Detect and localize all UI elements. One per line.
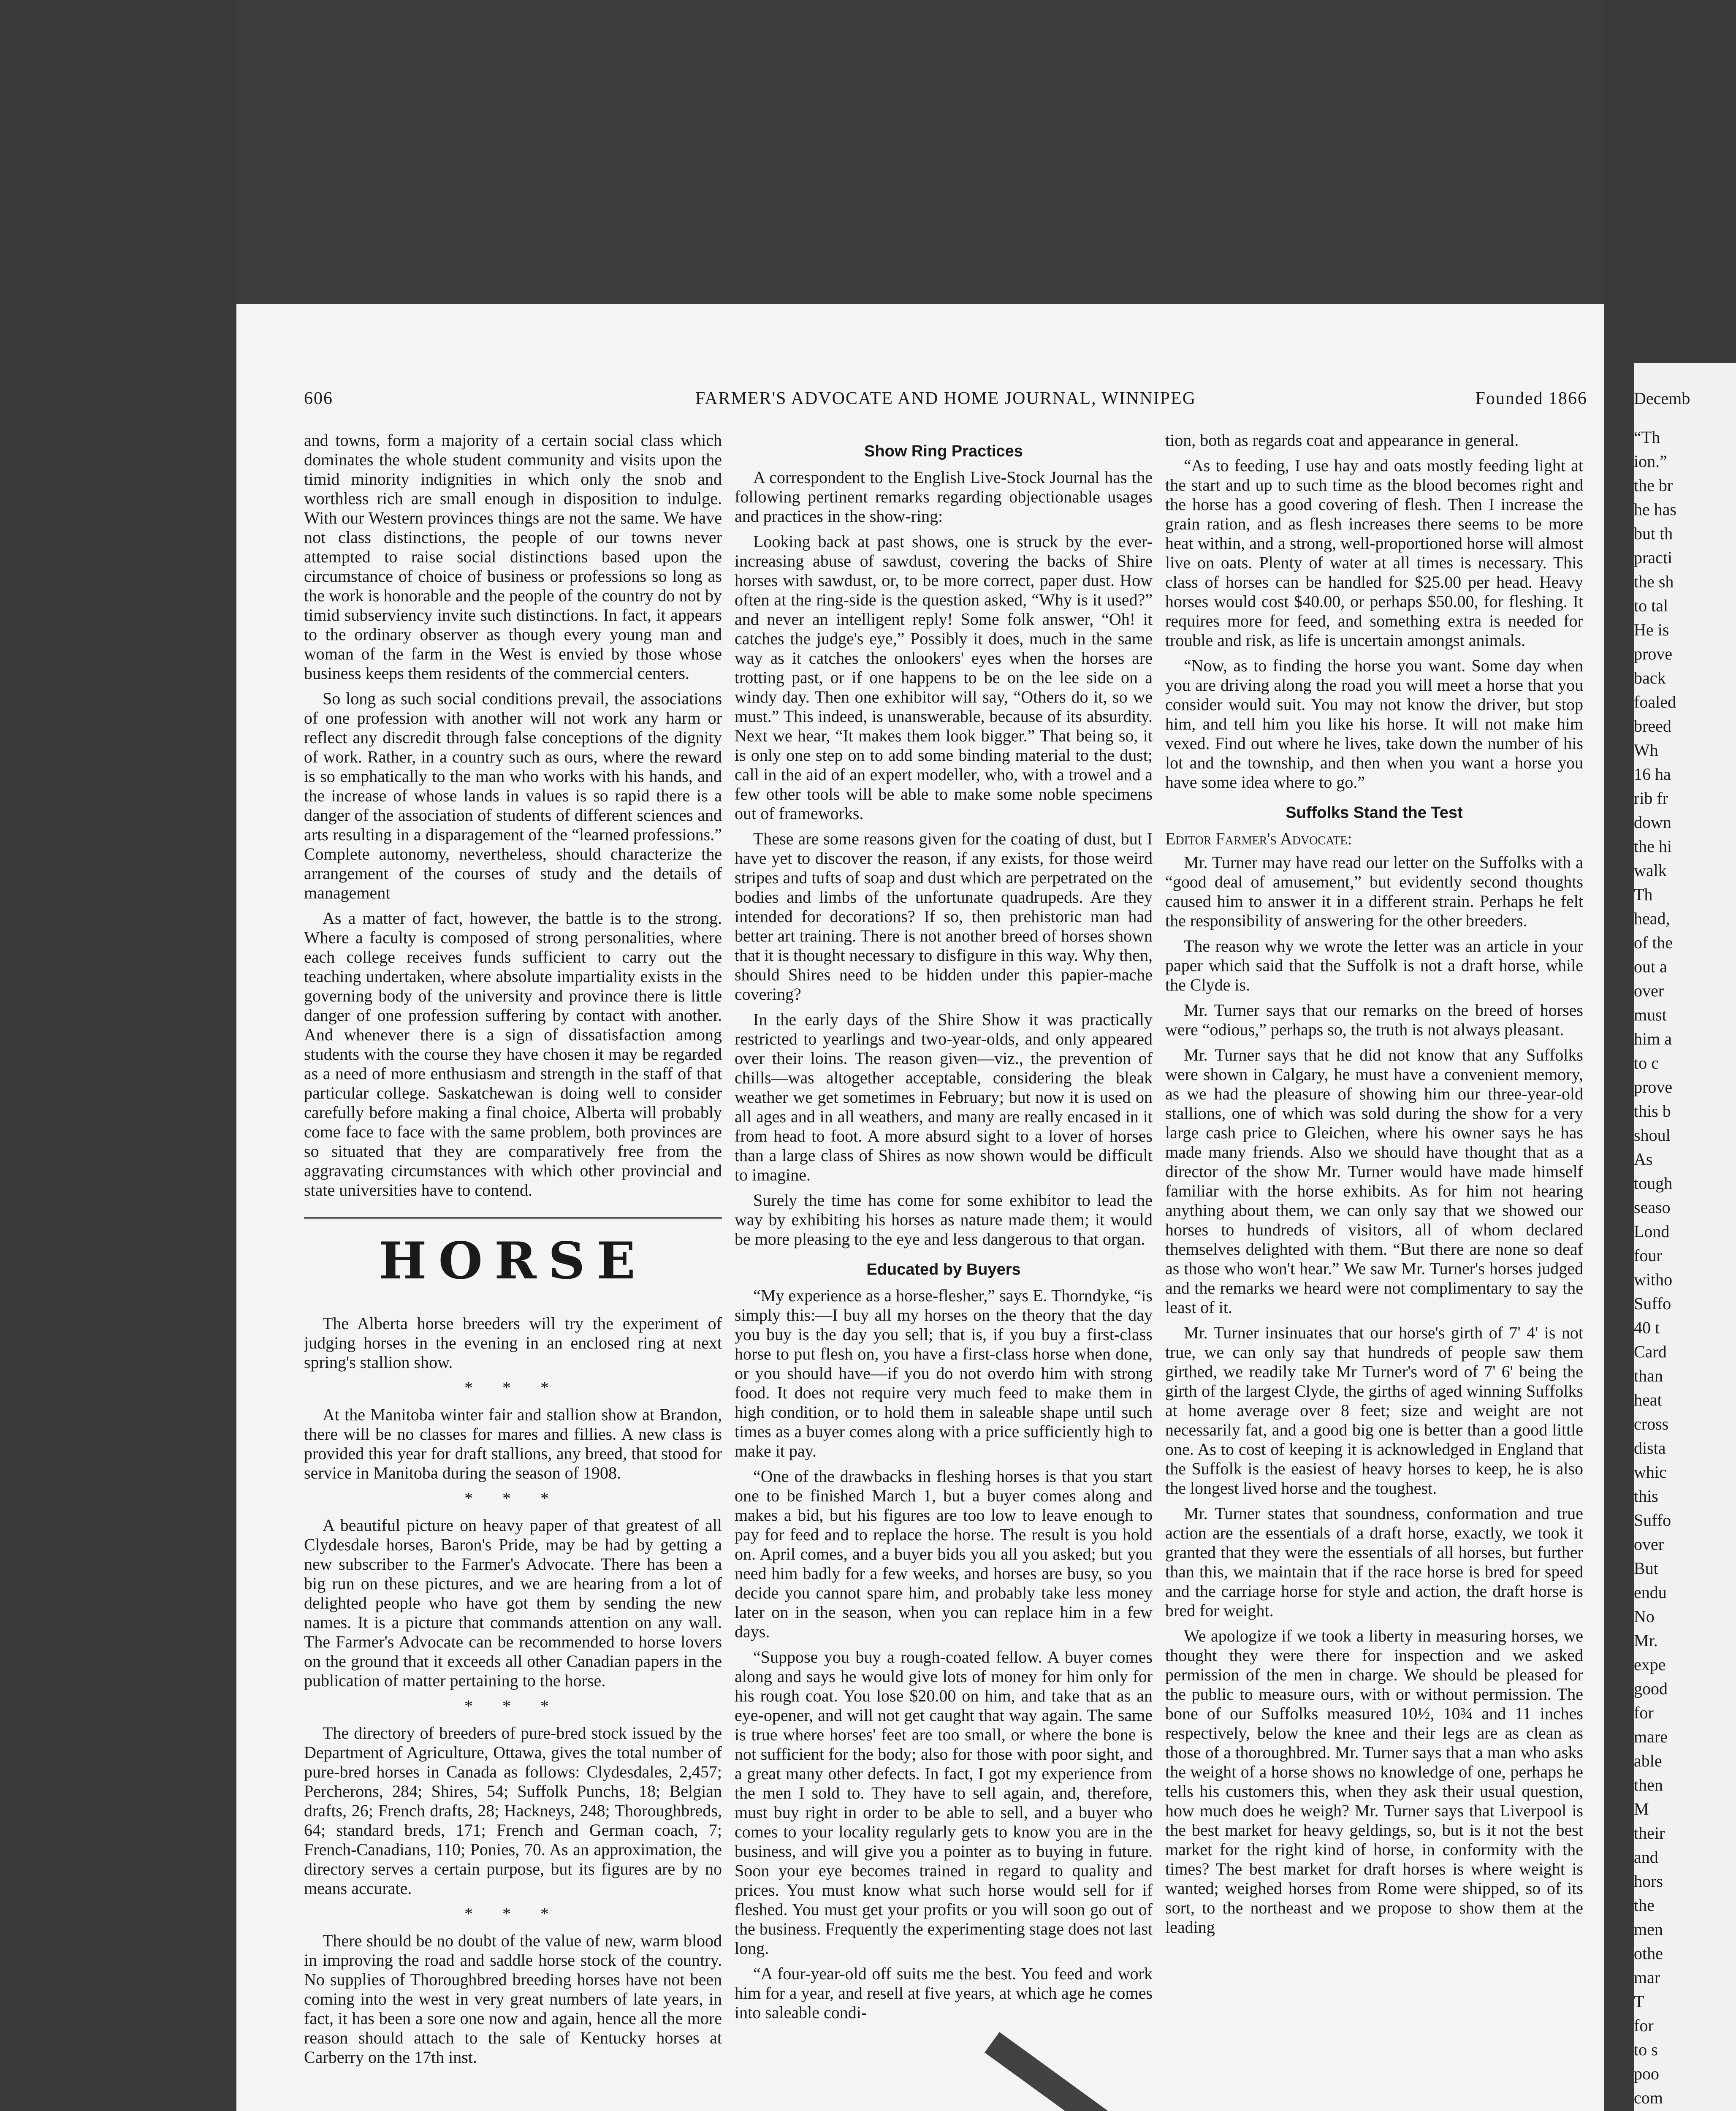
paragraph: “One of the drawbacks in fleshing horses is that you start one to be finished March 1, but a buyer comes along and makes a bid, but his figures are too low to leave enough to pay for feed and to replace the horse. The result is you hold on. April comes, and a buyer bids you all you asked; but you need him badly for a few weeks, and horses are busy, so you decide you cannot spare him, and probably take less money later on in the season, when you can replace him in a few days.	[735, 1467, 1153, 1641]
adjacent-page-line: men	[1634, 1920, 1663, 1939]
adjacent-page-line: for	[1634, 2016, 1654, 2035]
paragraph: tion, both as regards coat and appearance in general.	[1165, 431, 1519, 450]
column-1	[304, 431, 722, 2111]
adjacent-page-line: Suffo	[1634, 1294, 1671, 1313]
adjacent-page-line: but th	[1634, 524, 1673, 543]
adjacent-page-line: shoul	[1634, 1126, 1671, 1145]
adjacent-page-line: able	[1634, 1751, 1662, 1770]
adjacent-page-line: to c	[1634, 1053, 1659, 1072]
paragraph: The reason why we wrote the letter was an article in your paper which said that the Suffolk is not a draft horse, while the Clyde is.	[1165, 936, 1583, 994]
news-item: A beautiful picture on heavy paper of that greatest of all Clydesdale horses, Baron's Pride, may be had by getting a new subscriber to the Farmer's Advocate. There has been a big run on these pictures, and we are hearing from a lot of delighted people who have got them by sending the new names. It is a picture that commands attention on any wall. The Farmer's Advocate can be recommended to horse lovers on the ground that it exceeds all other Canadian papers in the publication of matter pertaining to the horse.	[304, 1516, 722, 1690]
adjacent-page-line: then	[1634, 1775, 1663, 1794]
adjacent-page-line: endu	[1634, 1583, 1667, 1602]
adjacent-page-line: expe	[1634, 1655, 1666, 1674]
paragraph: Looking back at past shows, one is struck by the ever-increasing abuse of sawdust, covering the backs of Shire horses with sawdust, or, to be more correct, paper dust. How often at the ring-side is the question asked, “Why is it used?” and never an intelligent reply! Some folk answer, “Oh! it catches the judge's eye,” Possibly it does, much in the same way as it catches the onlookers' eyes when the horses are trotting past, or if one happens to be on the lee side on a windy day. Then one exhibitor will say, “Others do it, so we must.” This indeed, is unanswerable, because of its absurdity. Next we hear, “It makes them look bigger.” That being so, it is only one step on to add some binding material to the dust; call in the aid of an expert modeller, who, with a trowel and a few other tools will be able to make some noble specimens out of frameworks.	[735, 532, 1153, 823]
paragraph: As a matter of fact, however, the battle is to the strong. Where a faculty is composed of strong personalities, where each college receives funds sufficient to carry out the teaching undertaken, where absolute impartiality exists in the governing body of the university and province there is little danger of one profession suffering by contact with another. And whenever there is a sign of dissatisfaction among students with the course they have chosen it may be regarded as a need of more enthusiasm and strength in the staff of that particular college. Saskatchewan is doing well to consider carefully before making a final choice, Alberta will probably come face to face with the same problem, both provinces are so situated that they are comparatively free from the aggravating circumstances with which other provincial and state universities have to contend.	[304, 909, 722, 1199]
adjacent-page-line: He is	[1634, 620, 1669, 639]
paragraph: “A four-year-old off suits me the best. You feed and work him for a year, and resell at five years, at which age he comes into saleable condi-	[735, 1964, 1153, 2022]
adjacent-page-line: ion.”	[1634, 452, 1667, 471]
adjacent-page-line: breed	[1634, 716, 1671, 735]
adjacent-page-fragment	[1634, 363, 1736, 2111]
adjacent-page-line: 40 t	[1634, 1318, 1660, 1337]
adjacent-page-line: their	[1634, 1823, 1665, 1842]
adjacent-page-line: the hi	[1634, 837, 1672, 856]
news-item: There should be no doubt of the value of new, warm blood in improving the road and saddle horse stock of the country. No supplies of Thoroughbred breeding horses have not been coming into the west in very great numbers of late years, in fact, it has been a sore one now and again, hence all the more reason should attach to the sale of Kentucky horses at Carberry on the 17th inst.	[304, 1931, 722, 2067]
adjacent-page-line: heat	[1634, 1390, 1662, 1409]
adjacent-page-line: he has	[1634, 500, 1677, 519]
paragraph: “As to feeding, I use hay and oats mostly feeding light at the start and up to such time as the blood becomes right and the horse has a good covering of flesh. Then I increase the grain ration, and as flesh increases there seems to be more heat within, and a strong, well-proportioned horse will almost live on oats. Plenty of water at all times is necessary. This class of horses can be handled for $25.00 per head. Heavy horses would cost $40.00, or perhaps $50.00, for fleshing. It requires more for feed, and something extra is needed for trouble and risk, as life is uncertain amongst animals.	[1165, 456, 1583, 650]
adjacent-page-line: the	[1634, 1896, 1655, 1915]
paragraph: “Suppose you buy a rough-coated fellow. A buyer comes along and says he would give lots of money for him only for his rough coat. You lose $20.00 on him, and take that as an eye-opener, and will not get caught that way again. The same is true where horses' feet are too small, or where the bone is not sufficient for the body; also for those with poor sight, and a great many other defects. In fact, I got my experience from the men I sold to. They have to sell again, and, therefore, must buy right in order to be able to sell, and a buyer who comes to your locality regularly gets to know you are in the business, and will give you a pointer as to buying in future. Soon your eye becomes trained in regard to quality and prices. You must know what such horse would sell for if fleshed. You must get your profits or you will soon go out of the business. Frequently the experimenting stage does not last long.	[735, 1647, 1153, 1958]
paragraph: Mr. Turner says that he did not know that any Suffolks were shown in Calgary, he must have a convenient memory, as we had the pleasure of showing him our three-year-old stallions, one of which was sold during the show for a very large cash price to Gleichen, where his owner says he has made many friends. Also we should have thought that as a director of the show Mr. Turner would have made himself familiar with the horse exhibits. As for him not hearing anything about them, we can only say that we showed our horses to hundreds of visitors, all of whom declared themselves delighted with them. “But there are none so deaf as those who won't hear.” We saw Mr. Turner's horses judged and the remarks we heard were not complimentary to say the least of it.	[1165, 1045, 1583, 1317]
adjacent-page-header: Decemb	[1634, 389, 1690, 408]
adjacent-page-line: witho	[1634, 1270, 1673, 1289]
paragraph: In the early days of the Shire Show it was practically restricted to yearlings and two-year-olds, and only appeared over their loins. The reason given—viz., the prevention of chills—was altogether acceptable, considering the bleak weather we get sometimes in February; but now it is used on all ages and in all weathers, and many are really encased in it from head to foot. A more absurd sight to a lover of horses than a large class of Shires as now shown would be difficult to imagine.	[735, 1010, 1153, 1184]
adjacent-page-line: rib fr	[1634, 789, 1668, 808]
article-heading: Educated by Buyers	[866, 1261, 1021, 1278]
founded-note: Founded 1866	[1475, 389, 1587, 408]
paragraph: Mr. Turner may have read our letter on the Suffolks with a “good deal of amusement,” but evidently second thoughts caused him to answer it in a different strain. Perhaps he felt the responsibility of answering for the other breeders.	[1165, 853, 1583, 930]
page-header	[304, 388, 1587, 414]
adjacent-page-line: practi	[1634, 548, 1673, 567]
scan-border-left	[0, 0, 236, 2111]
adjacent-page-line: the sh	[1634, 572, 1674, 591]
paragraph: A correspondent to the English Live-Stock Journal has the following pertinent remarks regarding objectionable usages and practices in the show-ring:	[735, 468, 1153, 526]
adjacent-page-line: must	[1634, 1005, 1667, 1024]
adjacent-page-line: walk	[1634, 861, 1667, 880]
scan-border-top	[0, 0, 1736, 304]
adjacent-page-line: prove	[1634, 1077, 1673, 1096]
adjacent-page-line: this b	[1634, 1102, 1671, 1121]
adjacent-page-line: Wh	[1634, 741, 1658, 760]
adjacent-page-line: 16 ha	[1634, 765, 1671, 784]
adjacent-page-line: mar	[1634, 1968, 1660, 1987]
section-banner	[304, 1217, 722, 1293]
adjacent-page-line: head,	[1634, 909, 1670, 928]
paragraph: “Now, as to finding the horse you want. Some day when you are driving along the road you will meet a horse that you consider would suit. You may not know the driver, but stop him, and tell him you like his horse. It will not make him vexed. Find out where he lives, take down the number of his lot and the township, and then when you want a horse you have some idea where to go.”	[1165, 656, 1583, 792]
adjacent-page-line: com	[1634, 2088, 1663, 2107]
article-heading: Show Ring Practices	[864, 442, 1023, 460]
adjacent-page-line: mare	[1634, 1727, 1668, 1746]
paragraph: “My experience as a horse-flesher,” says E. Thorndyke, “is simply this:—I buy all my horses on the theory that the day you buy is the day you sell; that is, if you buy a first-class horse to put flesh on, you have a first-class horse when done, or you should have—if you do not overdo him with strong food. It does not require very much feed to make them in high condition, or to hold them in saleable shape until such times as a buyer comes along with a price sufficiently high to make it pay.	[735, 1286, 1153, 1460]
adjacent-page-line: this	[1634, 1487, 1658, 1506]
adjacent-page-line: “Th	[1634, 428, 1660, 447]
adjacent-page-line: to tal	[1634, 596, 1668, 615]
adjacent-page-line: whic	[1634, 1463, 1667, 1481]
adjacent-page-line: the br	[1634, 476, 1673, 495]
paragraph: So long as such social conditions prevail, the associations of one profession with another will not work any harm or reflect any discredit through false conceptions of the dignity of work. Rather, in a country such as ours, where the reward is so emphatically to the man who works with his hands, and the increase of whose lands in values is so rapid there is a danger of the association of students of different sciences and arts resulting in a disparagement of the “learned professions.” Complete autonomy, nevertheless, should characterize the arrangement of the courses of study and the details of management	[304, 689, 722, 902]
news-item: At the Manitoba winter fair and stallion show at Brandon, there will be no classes for mares and fillies. A new class is provided this year for draft stallions, any breed, that stood for service in Manitoba during the season of 1908.	[304, 1405, 722, 1482]
letter-salutation: Editor Farmer's Advocate:	[1165, 829, 1352, 848]
paragraph: Mr. Turner says that our remarks on the breed of horses were “odious,” perhaps so, the truth is not always pleasant.	[1165, 1001, 1583, 1039]
adjacent-page-line: over	[1634, 981, 1664, 1000]
paragraph: Mr. Turner states that soundness, conformation and true action are the essentials of a draft horse, exactly, we took it granted that they were the essentials of all horses, but further than this, we maintain that if the race horse is bred for speed and the carriage horse for style and action, the draft horse is bred for weight.	[1165, 1504, 1583, 1620]
separator-stars: * * *	[464, 1378, 561, 1397]
adjacent-page-line: Suffo	[1634, 1511, 1671, 1530]
separator-stars: * * *	[464, 1489, 561, 1508]
adjacent-page-line: foaled	[1634, 692, 1676, 711]
adjacent-page-line: hors	[1634, 1872, 1663, 1891]
adjacent-page-line: tough	[1634, 1174, 1673, 1193]
adjacent-page-line: othe	[1634, 1944, 1663, 1963]
adjacent-page-line: good	[1634, 1679, 1668, 1698]
adjacent-page-line: No	[1634, 1607, 1655, 1626]
adjacent-page-line: Card	[1634, 1342, 1667, 1361]
column-3	[1165, 431, 1583, 2111]
adjacent-page-line: seaso	[1634, 1198, 1671, 1217]
adjacent-page-line: back	[1634, 668, 1666, 687]
adjacent-page-line: than	[1634, 1366, 1663, 1385]
article-heading: Suffolks Stand the Test	[1286, 804, 1463, 822]
news-item: The directory of breeders of pure-bred stock issued by the Department of Agriculture, Ottawa, gives the total number of pure-bred horses in Canada as follows: Clydesdales, 2,457; Percherons, 284; Shires, 54; Suffolk Punchs, 18; Belgian drafts, 26; French drafts, 28; Hackneys, 248; Thoroughbreds, 64; standard breds, 171; French and German coach, 7; French-Canadians, 110; Ponies, 70. As an approximation, the directory serves a certain purpose, but its figures are by no means accurate.	[304, 1723, 722, 1898]
adjacent-page-line: M	[1634, 1799, 1649, 1818]
paragraph: We apologize if we took a liberty in measuring horses, we thought they were there for inspection and we asked permission of the men in charge. We should be pleased for the public to measure ours, with or without permission. The bone of our Suffolks measured 10½, 10¾ and 11 inches respectively, below the knee and their legs are as clean as those of a thoroughbred. Mr. Turner says that a man who asks the weight of a horse shows no knowledge of one, perhaps he tells his customers this, when they ask their usual question, how much does he weigh? Mr. Turner says that Liverpool is the best market for heavy geldings, so, but is it not the best market for the right kind of horse, in conformity with the times? The best market for draft horses is where weight is wanted; weighed horses from Rome were shipped, so of its sort, to the northeast and we propose to show them at the leading	[1165, 1626, 1583, 1937]
adjacent-page-line: four	[1634, 1246, 1662, 1265]
adjacent-page-text	[1634, 425, 1736, 2111]
masthead-title: FARMER'S ADVOCATE AND HOME JOURNAL, WINNIPEG	[695, 389, 1196, 408]
adjacent-page-line: and	[1634, 1848, 1658, 1867]
page-number: 606	[304, 389, 333, 408]
adjacent-page-line: to s	[1634, 2040, 1658, 2059]
adjacent-page-line: As	[1634, 1150, 1653, 1169]
adjacent-page-line: him a	[1634, 1029, 1672, 1048]
newspaper-page	[236, 304, 1604, 2111]
paragraph: Mr. Turner insinuates that our horse's girth of 7' 4' is not true, we can only say that hundreds of people saw them girthed, we readily take Mr Turner's word of 7' 6' being the girth of the largest Clyde, the girths of aged winning Suffolks at home average over 8 feet; size and weight are not necessarily fat, and a good big one is better than a good little one. As to cost of keeping it is acknowledged in England that the Suffolk is the easiest of heavy horses to keep, he is also the longest lived horse and the toughest.	[1165, 1323, 1583, 1498]
adjacent-page-line: Lond	[1634, 1222, 1670, 1241]
section-title-horse: HORSE	[379, 1231, 647, 1291]
adjacent-page-line: prove	[1634, 644, 1673, 663]
adjacent-page-line: out a	[1634, 957, 1667, 976]
adjacent-page-line: Th	[1634, 885, 1653, 904]
adjacent-page-line: for	[1634, 1703, 1654, 1722]
separator-stars: * * *	[464, 1904, 561, 1923]
adjacent-page-line: But	[1634, 1559, 1658, 1578]
paragraph: and towns, form a majority of a certain social class which dominates the whole student community and visits upon the timid minority indignities in which only the snob and worthless rich are small enough in disposition to indulge. With our Western provinces things are not the same. We have not class distinctions, the people of our towns never attempted to raise social distinctions based upon the circumstance of choice of business or professions so long as the work is honorable and the people of the country do not by timid subserviency invite such distinctions. In fact, it appears to the ordinary observer as though every young man and woman of the farm in the West is envied by those whose business keeps them residents of the commercial centers.	[304, 431, 722, 683]
adjacent-page-line: dista	[1634, 1438, 1666, 1457]
column-2	[735, 431, 1153, 2111]
adjacent-page-line: Mr.	[1634, 1631, 1658, 1650]
news-item: The Alberta horse breeders will try the experiment of judging horses in the evening in an enclosed ring at next spring's stallion show.	[304, 1314, 722, 1372]
adjacent-page-line: down	[1634, 813, 1671, 832]
adjacent-page-line: poo	[1634, 2064, 1659, 2083]
paragraph: Surely the time has come for some exhibitor to lead the way by exhibiting his horses as nature made them; it would be more pleasing to the eye and less dangerous to that organ.	[735, 1191, 1153, 1248]
adjacent-page-line: T	[1634, 1992, 1644, 2011]
adjacent-page-line: cross	[1634, 1414, 1669, 1433]
adjacent-page-line: over	[1634, 1535, 1664, 1554]
separator-stars: * * *	[464, 1696, 561, 1715]
adjacent-page-line: of the	[1634, 933, 1673, 952]
paragraph: These are some reasons given for the coating of dust, but I have yet to discover the reason, if any exists, for those weird stripes and tufts of soap and dust which are perpetrated on the bodies and limbs of the unfortunate quadrupeds. Are they intended for decorations? If so, then prehistoric man had better art training. There is not another breed of horses shown that it is thought necessary to disfigure in this way. Why then, should Shires need to be hidden under this papier-mache covering?	[735, 829, 1153, 1004]
